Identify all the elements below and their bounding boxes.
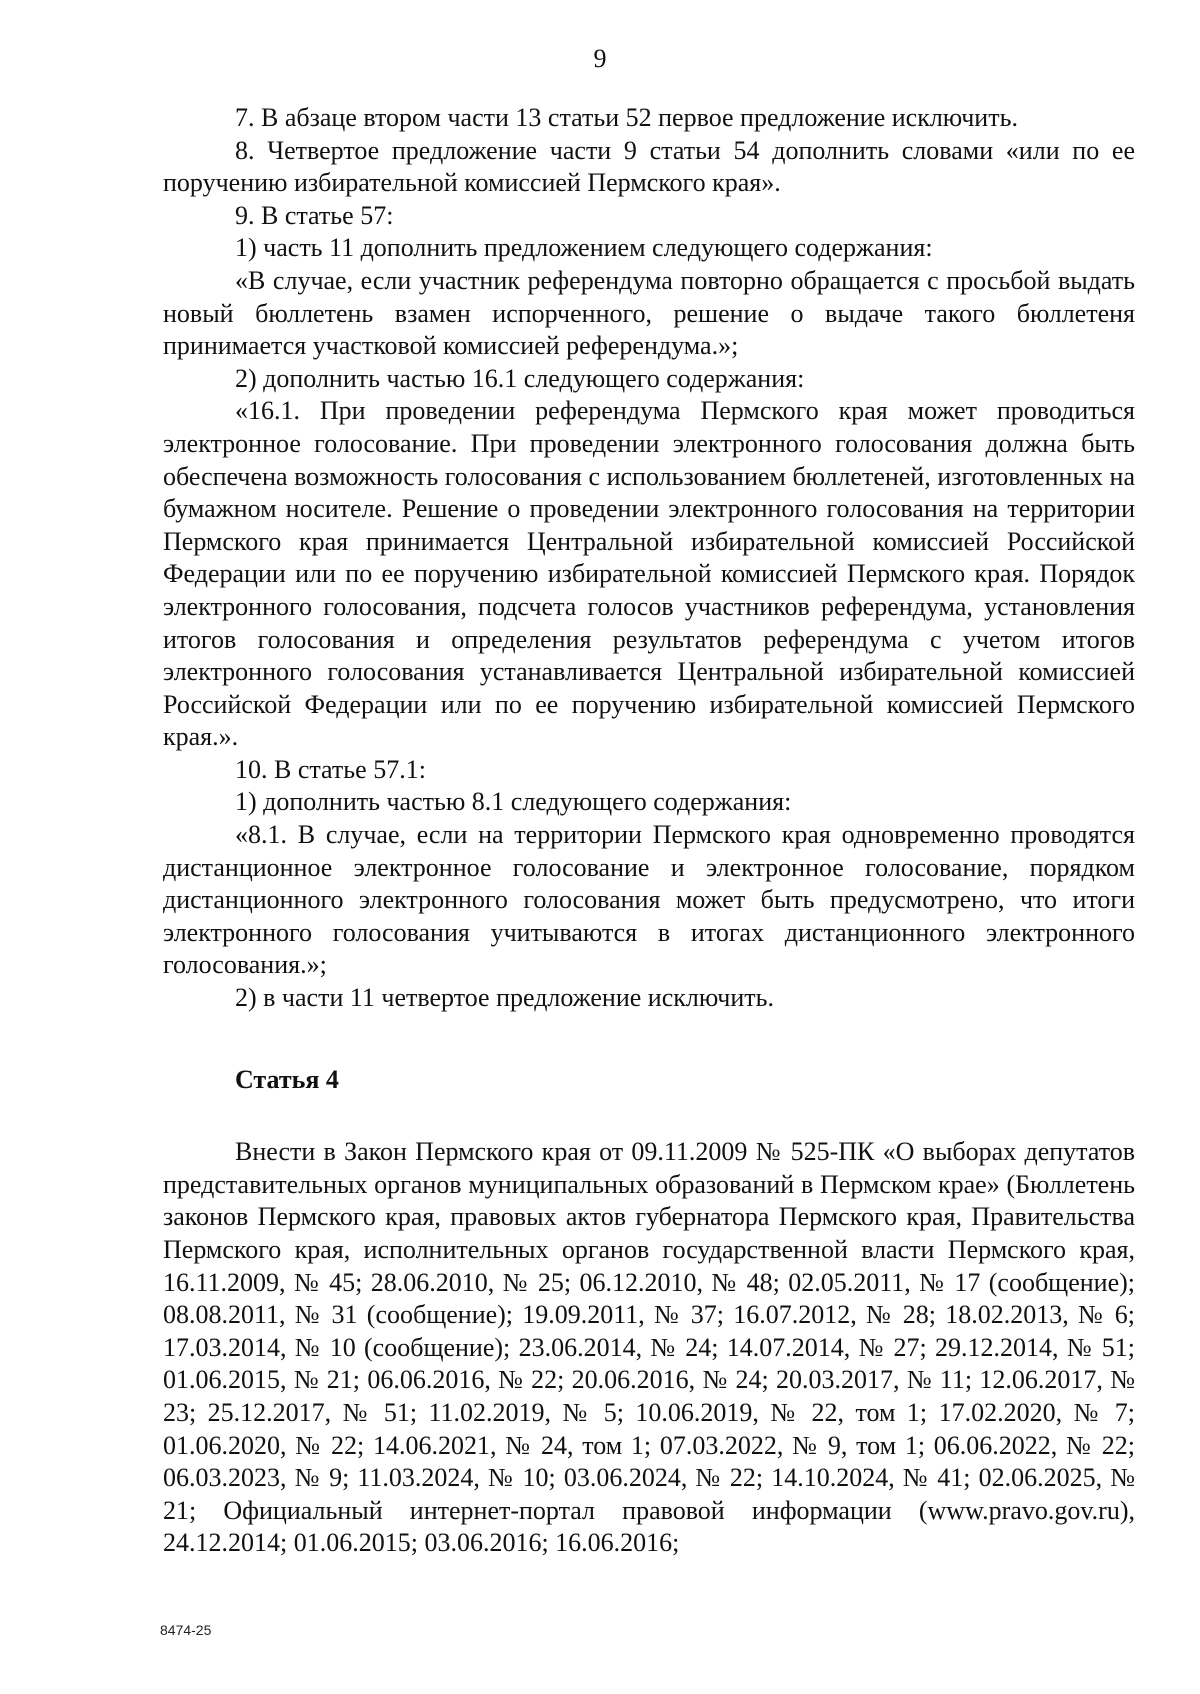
paragraph-item-9-2: 2) дополнить частью 16.1 следующего содержания: xyxy=(235,363,805,393)
paragraph-item-8: 8. Четвертое предложение части 9 статьи 54 дополнить словами «или по ее поручению избирательной комиссией Пермского края». xyxy=(163,135,1135,198)
document-code: 8474-25 xyxy=(160,1622,212,1638)
page-number: 9 xyxy=(593,44,607,73)
paragraph-item-10-1: 1) дополнить частью 8.1 следующего содержания: xyxy=(235,787,792,817)
paragraph-quote-8-1: «8.1. В случае, если на территории Пермского края одновременно проводятся дистанционное электронное голосование и электронное голосование, порядком дистанционного электронного голосования может быть предусмотрено, что итоги электронного голосования учитываются в итогах дистанционного электронного голосования.»; xyxy=(163,820,1135,980)
spacer xyxy=(163,1096,1135,1136)
paragraph-item-7: 7. В абзаце втором части 13 статьи 52 первое предложение исключить. xyxy=(235,103,1018,132)
paragraph-quote-16-1: «16.1. При проведении референдума Пермского края может проводиться электронное голосование. При проведении электронного голосования должна быть обеспечена возможность голосования с использованием бюллетеней, изготовленных на бумажном носителе. Решение о проведении электронного голосования на территории Пермского края принимается Центральной избирательной комиссией Российской Федерации или по ее поручению избирательной комиссией Пермского края. Порядок электронного голосования, подсчета голосов участников референдума, установления итогов голосования и определения результатов референдума с учетом итогов электронного голосования устанавливается Центральной избирательной комиссией Российской Федерации или по ее поручению избирательной комиссией Пермского края.». xyxy=(163,396,1135,752)
spacer xyxy=(163,1015,1135,1064)
paragraph-item-9-1: 1) часть 11 дополнить предложением следующего содержания: xyxy=(235,233,933,263)
document-body xyxy=(163,102,1135,1560)
paragraph-quote-9-1: «В случае, если участник референдума повторно обращается с просьбой выдать новый бюллетень взамен испорченного, решение о выдаче такого бюллетеня принимается участковой комиссией референдума.»; xyxy=(163,265,1135,361)
paragraph-item-9: 9. В статье 57: xyxy=(235,200,394,230)
paragraph-item-10: 10. В статье 57.1: xyxy=(235,754,426,784)
article-paragraph: Внести в Закон Пермского края от 09.11.2009 № 525-ПК «О выборах депутатов представительных органов муниципальных образований в Пермском крае» (Бюллетень законов Пермского края, правовых актов губернатора Пермского края, Правительства Пермского края, исполнительных органов государственной власти Пермского края, 16.11.2009, № 45; 28.06.2010, № 25; 06.12.2010, № 48; 02.05.2011, № 17 (сообщение); 08.08.2011, № 31 (сообщение); 19.09.2011, № 37; 16.07.2012, № 28; 18.02.2013, № 6; 17.03.2014, № 10 (сообщение); 23.06.2014, № 24; 14.07.2014, № 27; 29.12.2014, № 51; 01.06.2015, № 21; 06.06.2016, № 22; 20.06.2016, № 24; 20.03.2017, № 11; 12.06.2017, № 23; 25.12.2017, № 51; 11.02.2019, № 5; 10.06.2019, № 22, том 1; 17.02.2020, № 7; 01.06.2020, № 22; 14.06.2021, № 24, том 1; 07.03.2022, № 9, том 1; 06.06.2022, № 22; 06.03.2023, № 9; 11.03.2024, № 10; 03.06.2024, № 22; 14.10.2024, № 41; 02.06.2025, № 21; Официальный интернет-портал правовой информации (www.pravo.gov.ru), 24.12.2014; 01.06.2015; 03.06.2016; 16.06.2016; xyxy=(163,1137,1135,1558)
article-heading: Статья 4 xyxy=(235,1064,339,1094)
paragraph-item-10-2: 2) в части 11 четвертое предложение исключить. xyxy=(235,983,774,1013)
